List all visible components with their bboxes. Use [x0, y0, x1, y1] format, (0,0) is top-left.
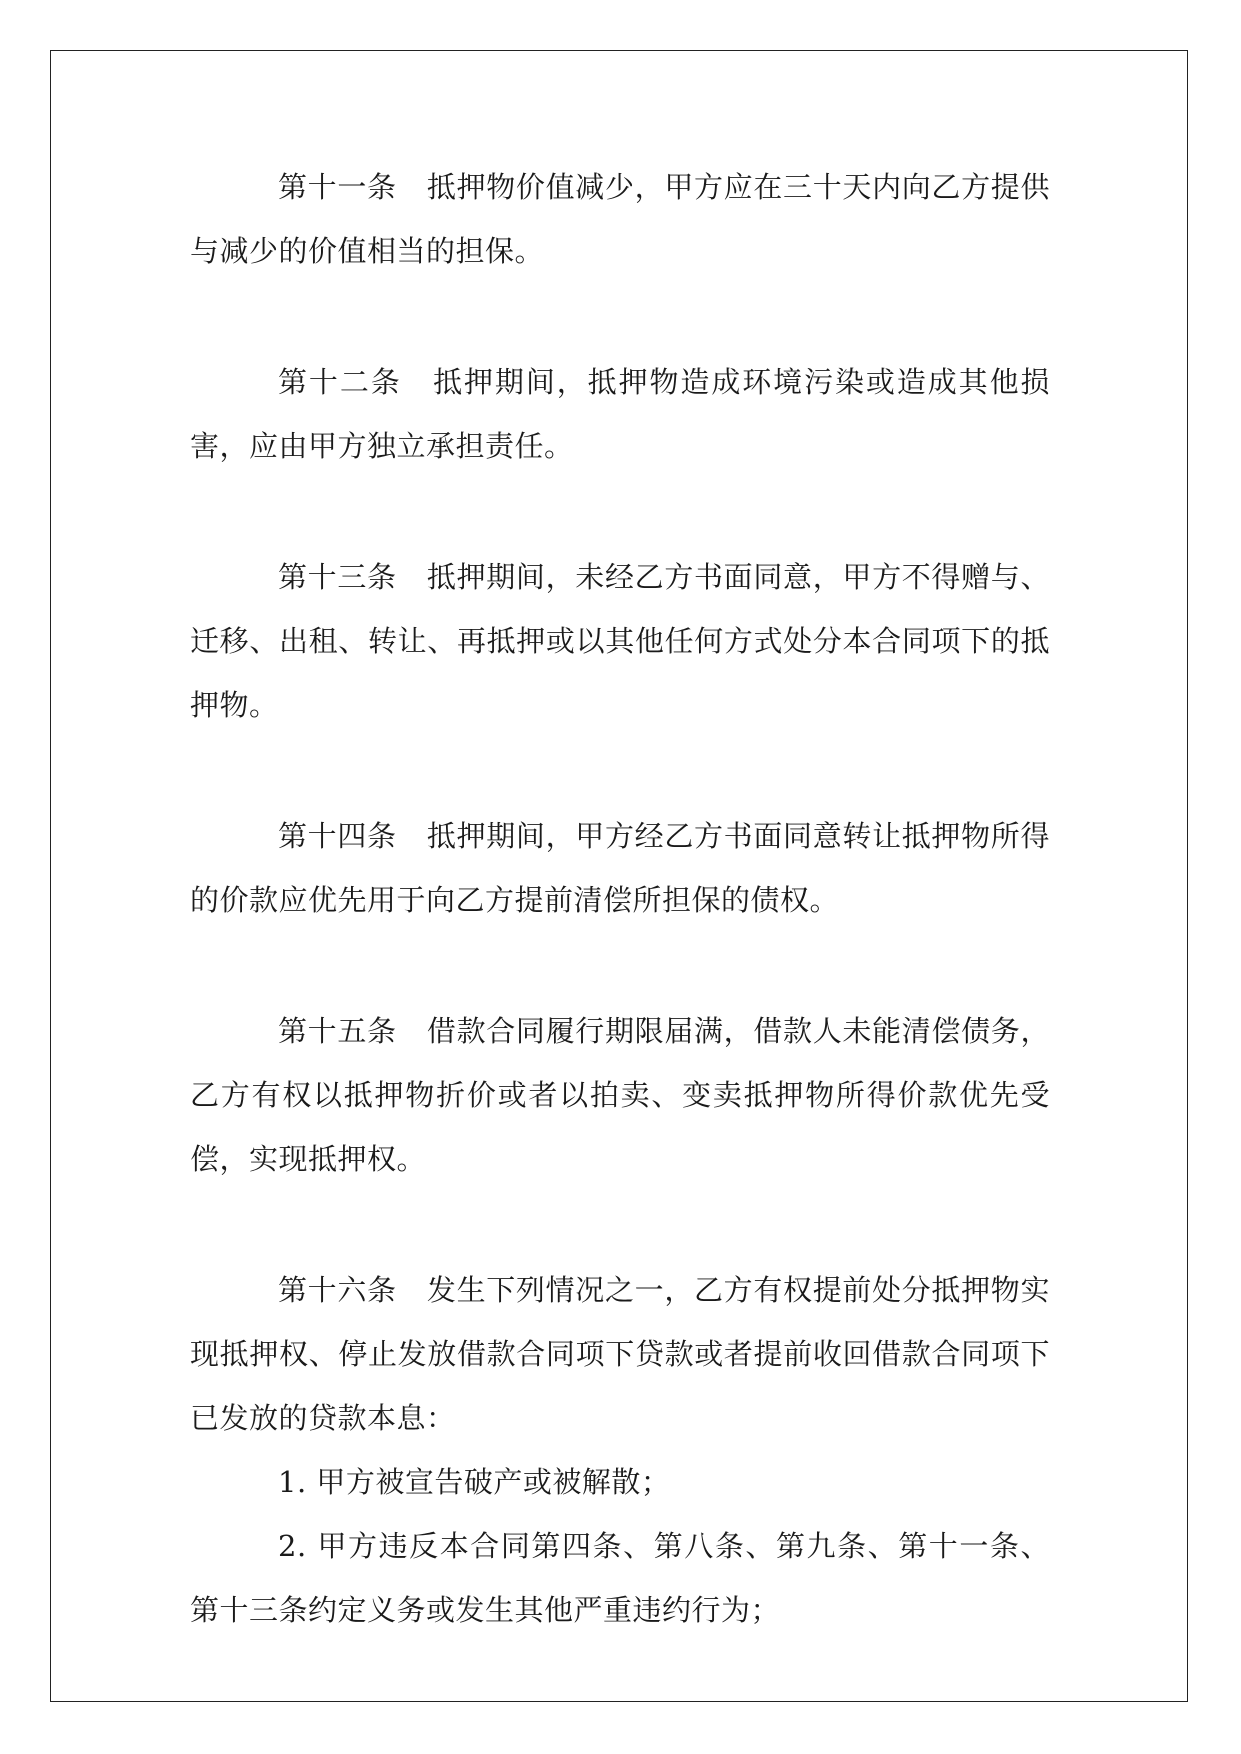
clause-13: [190, 545, 1050, 737]
clause-text: 借款合同履行期限届满，借款人未能清偿债务，乙方有权以抵押物折价或者以拍卖、变卖抵押物所得价款优先受偿，实现抵押权。: [190, 1014, 1050, 1176]
clause-number: 第十六条: [278, 1273, 397, 1307]
clause-number: 第十五条: [278, 1014, 397, 1048]
clause-text: 抵押期间，甲方经乙方书面同意转让抵押物所得的价款应优先用于向乙方提前清偿所担保的债权。: [190, 819, 1050, 917]
clause-16: [190, 1258, 1050, 1642]
clause-number: 第十二条: [278, 365, 402, 399]
document-body: [190, 155, 1050, 1642]
clause-11: [190, 155, 1050, 283]
clause-text: 抵押物价值减少，甲方应在三十天内向乙方提供与减少的价值相当的担保。: [190, 170, 1050, 268]
clause-text: 抵押期间，抵押物造成环境污染或造成其他损害，应由甲方独立承担责任。: [190, 365, 1050, 463]
clause-12: [190, 350, 1050, 478]
clause-text: 抵押期间，未经乙方书面同意，甲方不得赠与、迁移、出租、转让、再抵押或以其他任何方式处分本合同项下的抵押物。: [190, 560, 1050, 722]
clause-15: [190, 999, 1050, 1191]
clause-number: 第十四条: [278, 819, 397, 853]
list-item: 1. 甲方被宣告破产或被解散；: [278, 1465, 671, 1499]
clause-text: 发生下列情况之一，乙方有权提前处分抵押物实现抵押权、停止发放借款合同项下贷款或者提前收回借款合同项下已发放的贷款本息：: [190, 1273, 1050, 1435]
clause-14: [190, 804, 1050, 932]
clause-number: 第十一条: [278, 170, 397, 204]
clause-number: 第十三条: [278, 560, 397, 594]
list-item: 2. 甲方违反本合同第四条、第八条、第九条、第十一条、第十三条约定义务或发生其他严重违约行为；: [190, 1529, 1050, 1627]
